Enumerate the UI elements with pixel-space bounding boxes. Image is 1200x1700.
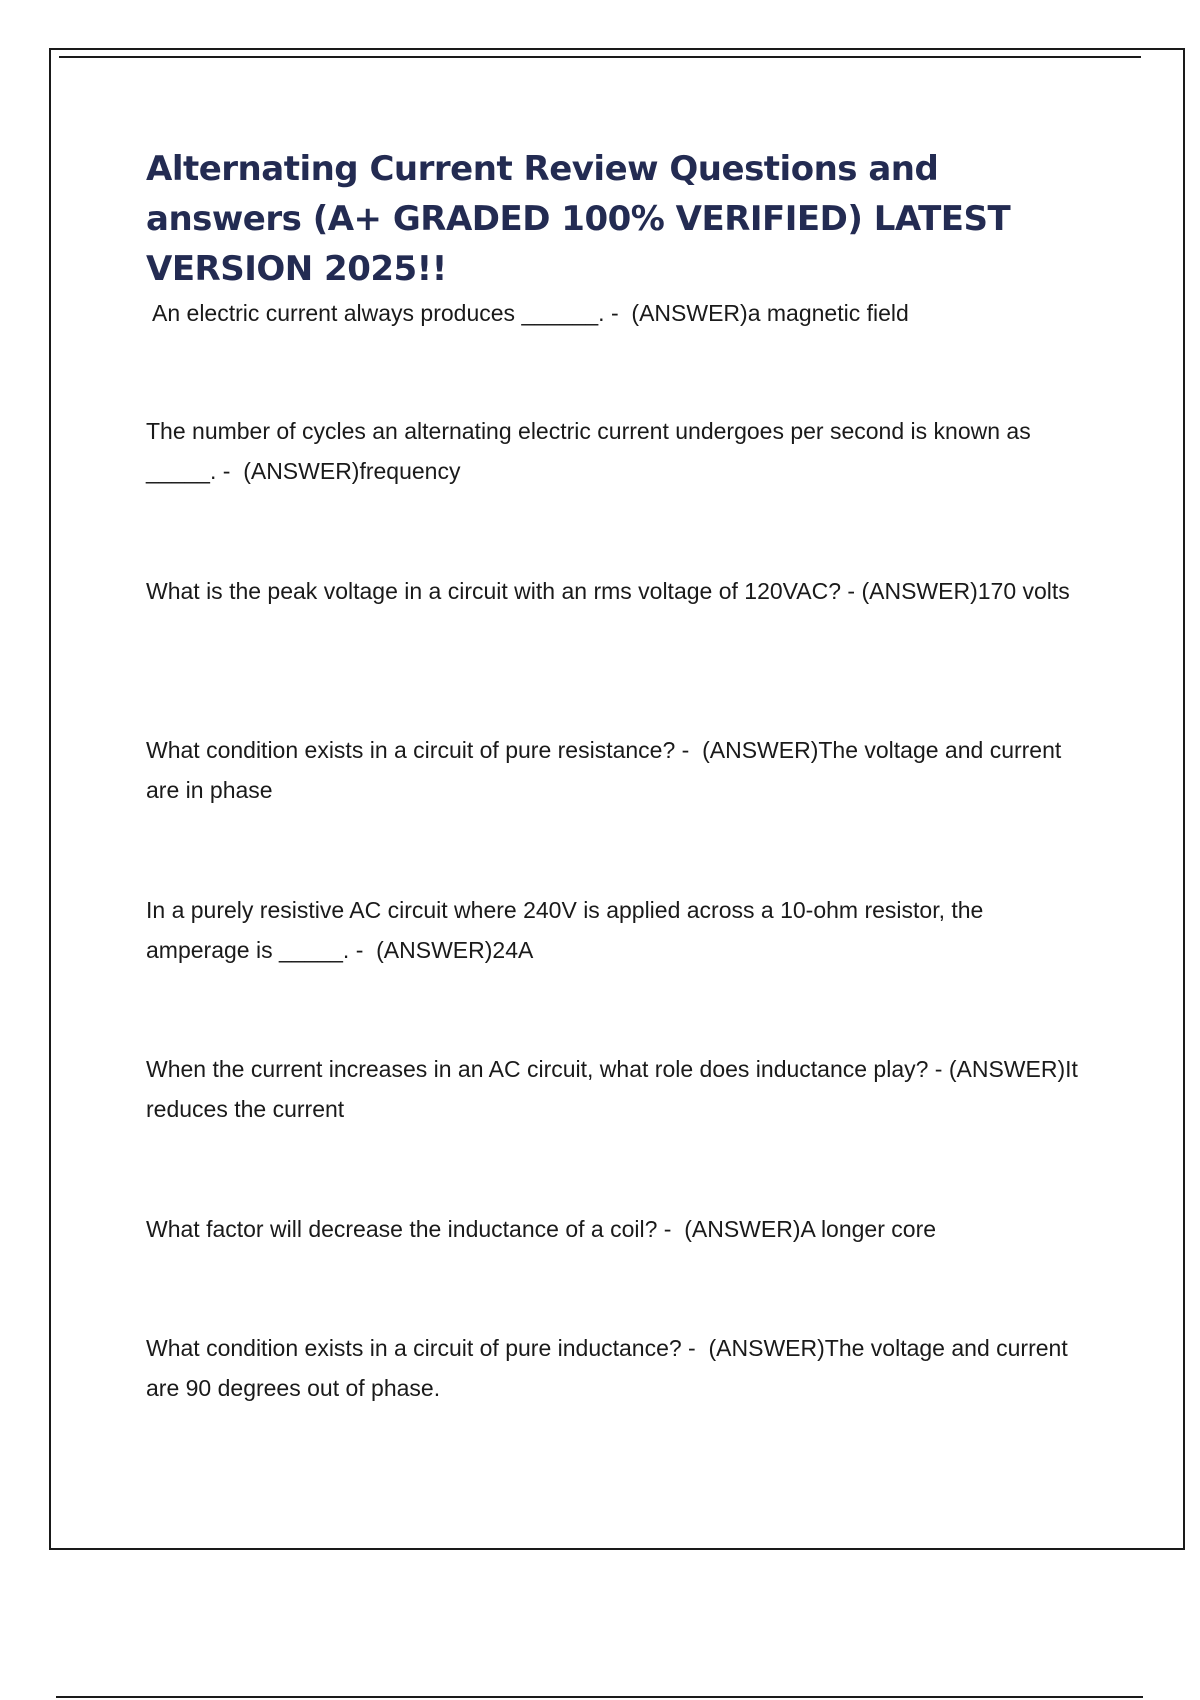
question-2: The number of cycles an alternating electric current undergoes per second is known as _____. - (146, 418, 1031, 484)
bottom-rule (56, 1696, 1143, 1698)
document-title: Alternating Current Review Questions and answers (A+ GRADED 100% VERIFIED) LATEST VERSION 2025!! (146, 149, 1011, 289)
question-3: What is the peak voltage in a circuit with an rms voltage of 120VAC? - (146, 578, 856, 604)
qa-item-7 (146, 1209, 1086, 1249)
answer-5: (ANSWER)24A (376, 937, 534, 963)
question-4: What condition exists in a circuit of pure resistance? - (146, 737, 690, 763)
qa-item-1 (152, 293, 1092, 333)
qa-item-3 (146, 571, 1086, 611)
qa-item-8 (146, 1328, 1086, 1408)
qa-item-5 (146, 890, 1086, 970)
qa-item-4 (146, 730, 1086, 810)
answer-3: (ANSWER)170 volts (861, 578, 1070, 604)
answer-2: (ANSWER)frequency (243, 458, 461, 484)
top-rule (59, 56, 1141, 58)
question-5: In a purely resistive AC circuit where 240V is applied across a 10-ohm resistor, the amperage is _____. - (146, 897, 984, 963)
question-1: An electric current always produces ______. - (152, 300, 619, 326)
answer-6: (ANSWER)It reduces the current (146, 1056, 1078, 1122)
question-7: What factor will decrease the inductance of a coil? - (146, 1216, 672, 1242)
answer-4: (ANSWER)The voltage and current are in phase (146, 737, 1062, 803)
answer-7: (ANSWER)A longer core (684, 1216, 937, 1242)
answer-8: (ANSWER)The voltage and current are 90 degrees out of phase. (146, 1335, 1068, 1401)
question-6: When the current increases in an AC circuit, what role does inductance play? - (146, 1056, 943, 1082)
answer-1: (ANSWER)a magnetic field (631, 300, 909, 326)
qa-item-2 (146, 411, 1086, 491)
question-8: What condition exists in a circuit of pure inductance? - (146, 1335, 696, 1361)
qa-item-6 (146, 1049, 1086, 1129)
